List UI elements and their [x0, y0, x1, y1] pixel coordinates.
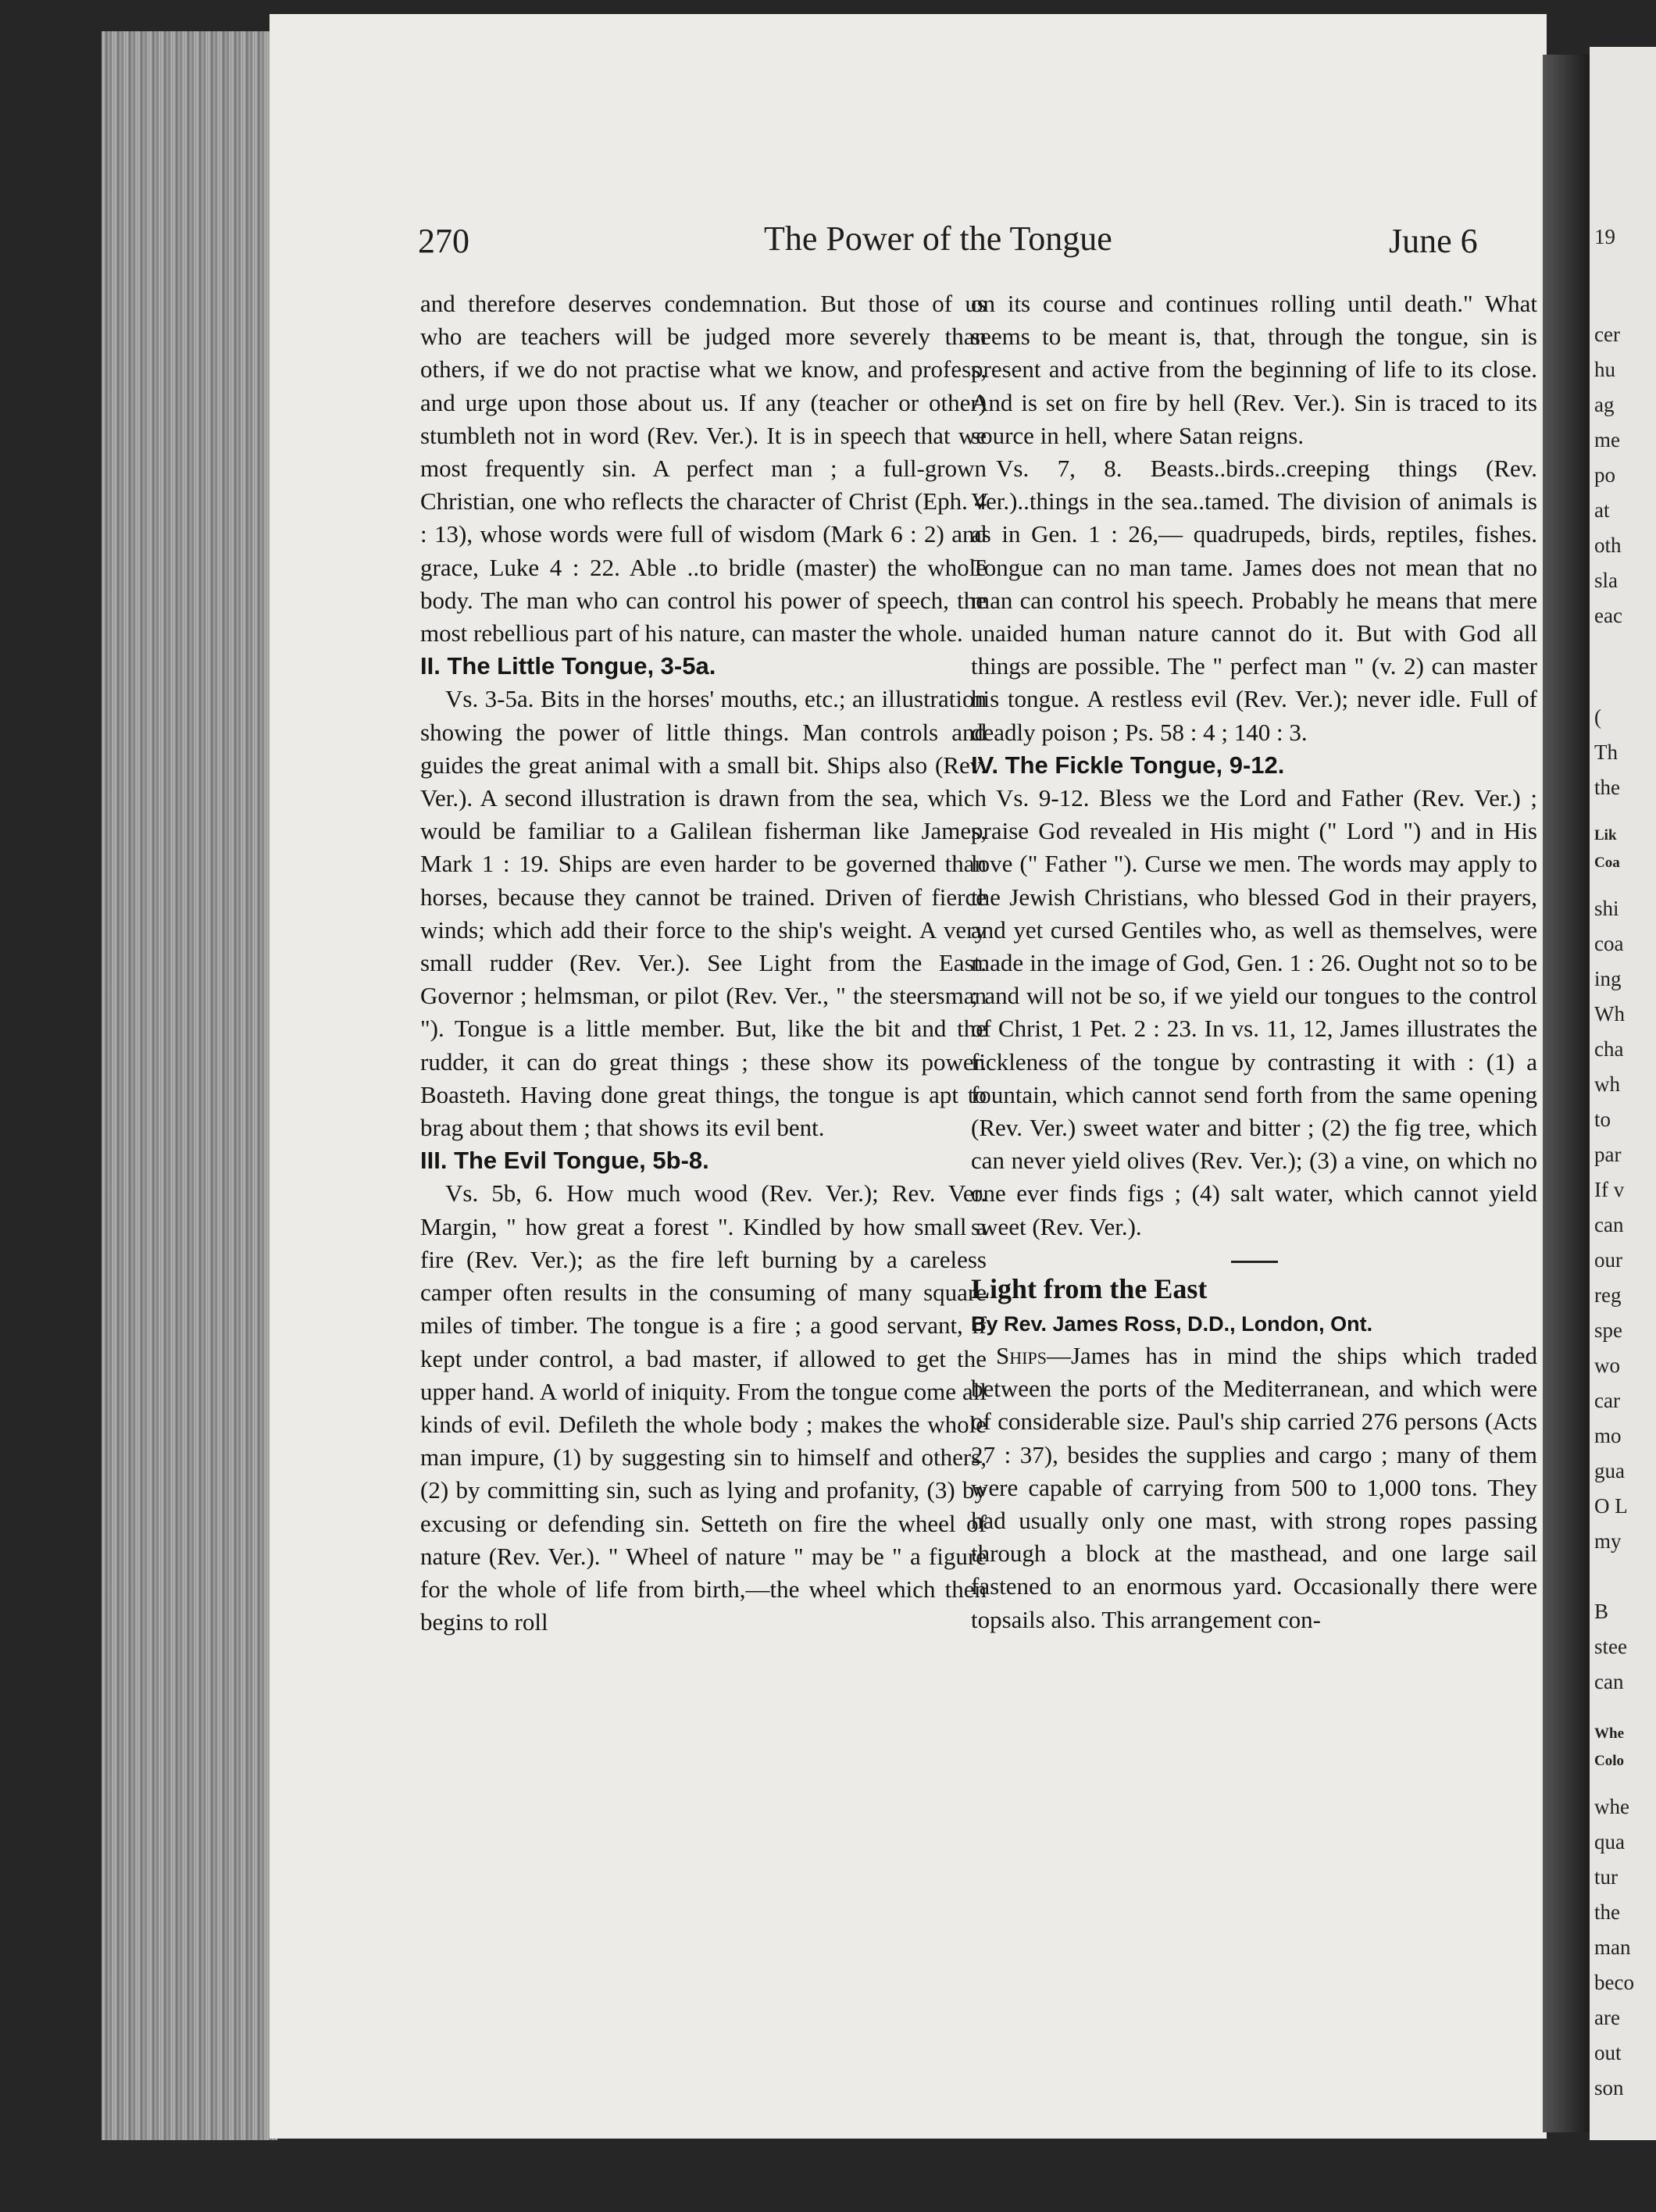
facing-text-fragment: sla	[1594, 569, 1618, 592]
book-page-edges	[102, 31, 277, 2140]
facing-text-fragment: to	[1594, 1108, 1611, 1131]
facing-text-fragment: B	[1594, 1600, 1609, 1623]
facing-text-fragment: hu	[1594, 358, 1615, 381]
facing-text-fragment: Th	[1594, 740, 1618, 764]
facing-text-fragment: beco	[1594, 1971, 1634, 1994]
byline: By Rev. James Ross, D.D., London, Ont.	[971, 1311, 1373, 1336]
paragraph: Vs. 9-12. Bless we the Lord and Father (Rev. Ver.) ; praise God revealed in His might (" Lord ") and in His love (" Father "). Curse we men. The words may apply to the Jewish Christians, who blessed God in their prayers, and yet cursed Gentiles who, as well as themselves, were made in the image of God, Gen. 1 : 26. Ought not so to be ; and will not be so, if we yield our tongues to the control of Christ, 1 Pet. 2 : 23. In vs. 11, 12, James illustrates the fickleness of the tongue by contrasting it with : (1) a fountain, which cannot send forth from the same opening (Rev. Ver.) sweet water and bitter ; (2) the fig tree, which can never yield olives (Rev. Ver.); (3) a vine, on which no one ever finds figs ; (4) salt water, which cannot yield sweet (Rev. Ver.).	[971, 784, 1537, 1240]
page-number: 270	[418, 222, 469, 260]
facing-text-fragment: are	[1594, 2006, 1620, 2029]
facing-text-fragment: 19	[1594, 225, 1615, 248]
facing-text-fragment: me	[1594, 428, 1620, 451]
facing-text-fragment: cer	[1594, 323, 1620, 346]
facing-text-fragment: can	[1594, 1670, 1624, 1693]
running-title: The Power of the Tongue	[764, 219, 1112, 258]
section-heading: III. The Evil Tongue, 5b-8.	[420, 1147, 709, 1175]
facing-text-fragment: wo	[1594, 1354, 1620, 1377]
facing-text-fragment: can	[1594, 1213, 1624, 1236]
facing-text-fragment: oth	[1594, 533, 1622, 557]
facing-text-fragment: Wh	[1594, 1002, 1625, 1026]
facing-text-fragment: reg	[1594, 1283, 1622, 1307]
facing-text-fragment: mo	[1594, 1424, 1622, 1447]
facing-text-fragment: my	[1594, 1529, 1622, 1553]
paragraph: Vs. 7, 8. Beasts..birds..creeping things (Rev. Ver.)..things in the sea..tamed. The division of animals is as in Gen. 1 : 26,— quadrupeds, birds, reptiles, fishes. Tongue can no man tame. James does not mean that no man can control his speech. Probably he means that mere unaided human nature cannot do it. But with God all things are possible. The " perfect man " (v. 2) can master his tongue. A restless evil (Rev. Ver.); never idle. Full of deadly poison ; Ps. 58 : 4 ; 140 : 3.	[971, 455, 1537, 746]
section-heading: II. The Little Tongue, 3-5a.	[420, 652, 716, 680]
facing-text-fragment: Whe	[1594, 1725, 1624, 1742]
facing-text-fragment: man	[1594, 1936, 1631, 1959]
paragraph: Vs. 3-5a. Bits in the horses' mouths, etc.; an illustration showing the power of little things. Man controls and guides the great animal with a small bit. Ships also (Rev. Ver.). A second illustration is drawn from the sea, which would be familiar to a Galilean fisherman like James, Mark 1 : 19. Ships are even harder to be governed than horses, because they cannot be trained. Driven of fierce winds; which add their force to the ship's weight. A very small rudder (Rev. Ver.). See Light from the East. Governor ; helmsman, or pilot (Rev. Ver., " the steersman "). Tongue is a little member. But, like the bit and the rudder, it can do great things ; these show its power. Boasteth. Having done great things, the tongue is apt to brag about them ; that shows its evil bent.	[420, 685, 987, 1142]
facing-text-fragment: our	[1594, 1248, 1622, 1272]
paragraph: Vs. 5b, 6. How much wood (Rev. Ver.); Rev. Ver. Margin, " how great a forest ". Kindled by how small a fire (Rev. Ver.); as the fire left burning by a careless camper often results in the consuming of many square miles of timber. The tongue is a fire ; a good servant, if kept under control, a bad master, if allowed to get the upper hand. A world of iniquity. From the tongue come all kinds of evil. Defileth the whole body ; makes the whole man impure, (1) by suggesting sin to himself and others, (2) by committing sin, such as lying and profanity, (3) by excusing or defending sin. Setteth on fire the wheel of nature (Rev. Ver.). " Wheel of nature " may be " a figure for the whole of life from birth,—the wheel which then begins to roll	[420, 1179, 987, 1636]
paragraph: on its course and continues rolling until death." What seems to be meant is, that, through the tongue, sin is present and active from the beginning of life to its close. And is set on fire by hell (Rev. Ver.). Sin is traced to its source in hell, where Satan reigns.	[971, 290, 1537, 449]
left-column	[420, 287, 987, 1639]
facing-text-fragment: Colo	[1594, 1753, 1624, 1769]
facing-page-fragment	[1590, 47, 1656, 2140]
gutter-shadow	[1543, 55, 1590, 2132]
section-heading: IV. The Fickle Tongue, 9-12.	[971, 751, 1285, 779]
facing-text-fragment: eac	[1594, 604, 1622, 627]
right-column	[971, 287, 1537, 1636]
facing-text-fragment: qua	[1594, 1830, 1625, 1853]
facing-text-fragment: shi	[1594, 897, 1619, 920]
facing-text-fragment: (	[1594, 705, 1601, 729]
facing-text-fragment: If v	[1594, 1178, 1625, 1201]
facing-text-fragment: wh	[1594, 1072, 1620, 1096]
paragraph	[971, 1340, 1537, 1636]
lead-word: Ships	[996, 1341, 1047, 1369]
paragraph: and therefore deserves condemnation. But those of us who are teachers will be judged more severely than others, if we do not practise what we know, and profess, and urge upon those about us. If any (teacher or other) stumbleth not in word (Rev. Ver.). It is in speech that we most frequently sin. A perfect man ; a full-grown Christian, one who reflects the character of Christ (Eph. 4 : 13), whose words were full of wisdom (Mark 6 : 2) and grace, Luke 4 : 22. Able ..to bridle (master) the whole body. The man who can control his power of speech, the most rebellious part of his nature, can master the whole.	[420, 290, 987, 648]
facing-text-fragment: po	[1594, 463, 1615, 487]
facing-text-fragment: par	[1594, 1143, 1622, 1166]
facing-text-fragment: cha	[1594, 1037, 1624, 1061]
facing-text-fragment: ag	[1594, 393, 1615, 416]
facing-text-fragment: at	[1594, 498, 1610, 522]
facing-text-fragment: the	[1594, 776, 1620, 799]
facing-text-fragment: spe	[1594, 1318, 1622, 1342]
facing-text-fragment: coa	[1594, 932, 1624, 955]
facing-text-fragment: Lik	[1594, 827, 1617, 844]
facing-text-fragment: gua	[1594, 1459, 1625, 1482]
box-text: —James has in mind the ships which traded between the ports of the Mediterranean, and which were of considerable size. Paul's ship carried 276 persons (Acts 27 : 37), besides the supplies and cargo ; many of them were capable of carrying from 500 to 1,000 tons. They had usually only one mast, with strong ropes passing through a block at the masthead, and one large sail fastened to an enormous yard. Occasionally there were topsails also. This arrangement con-	[971, 1341, 1537, 1633]
facing-text-fragment: the	[1594, 1900, 1620, 1924]
box-title: Light from the East	[971, 1272, 1208, 1304]
facing-text-fragment: stee	[1594, 1635, 1627, 1658]
facing-text-fragment: ing	[1594, 967, 1622, 990]
facing-text-fragment: son	[1594, 2076, 1624, 2100]
facing-text-fragment: tur	[1594, 1865, 1618, 1889]
facing-text-fragment: whe	[1594, 1795, 1629, 1818]
facing-text-fragment: Coa	[1594, 854, 1620, 871]
facing-text-fragment: out	[1594, 2041, 1622, 2064]
facing-text-fragment: car	[1594, 1389, 1620, 1412]
divider-rule	[1231, 1261, 1278, 1263]
running-date: June 6	[1389, 222, 1478, 260]
facing-text-fragment: O L	[1594, 1494, 1628, 1518]
